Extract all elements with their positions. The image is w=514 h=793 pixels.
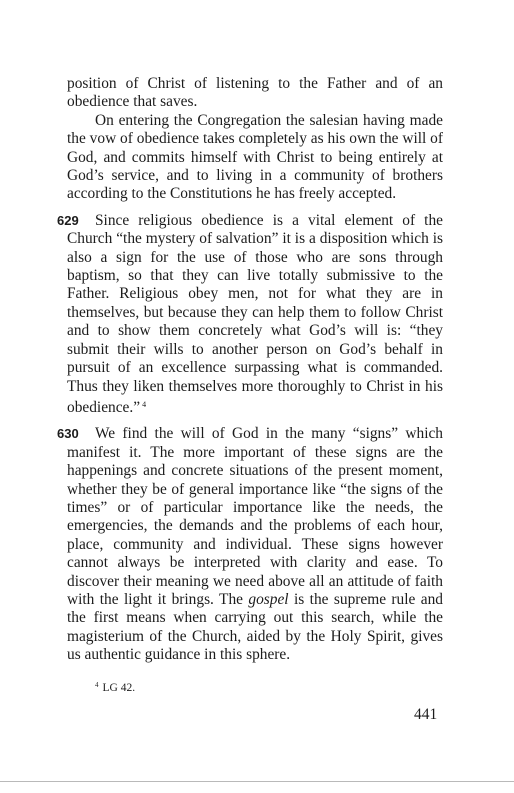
footnote-marker: 4 (95, 681, 99, 689)
paragraph-630 (57, 425, 443, 664)
paragraph-number-629: 629 (57, 212, 79, 228)
gospel-emphasis: gospel (248, 590, 289, 608)
paragraph-629 (57, 211, 443, 417)
footnote-text: LG 42. (102, 682, 136, 694)
page-number: 441 (414, 706, 438, 723)
body-text (57, 75, 443, 665)
paragraph-630-text-a: We find the will of God in the many “signs” which manifest it. The more important of these signs are the happenings and concrete situations of the present moment, whether they be of general importance like “the signs of the times” or of particular importance like the needs, the emergencies, the demands and the problems of each hour, place, community and individual. These signs however cannot always be interpreted with clarity and ease. To discover their meaning we need above all an attitude of faith with the light it brings. The (67, 425, 443, 608)
paragraph-629-text: Since religious obedience is a vital element of the Church “the mystery of salvation” it is a disposition which is also a sign for the use of those who are sons through baptism, so that they can live totally submissive to the Father. Religious obey men, not for what they are in themselves, but because they can help them to follow Christ and to show them concretely what God’s will is: “they submit their wills to another person on God’s behalf in pursuit of an excellence surpassing what is commanded. Thus they liken themselves more thoroughly to Christ in his obedience.” (67, 211, 443, 416)
footnote-reference: 4 (142, 399, 147, 409)
paragraph-continuation: position of Christ of listening to the Father and of an obedience that saves. (67, 75, 443, 111)
bottom-edge-line (0, 781, 514, 782)
footnote (95, 681, 135, 694)
paragraph-630-text-b: is the supreme rule and the first means when carrying out this search, while the magisterium of the Church, aided by the Holy Spirit, gives us authentic guidance in this sphere. (67, 590, 443, 664)
paragraph-number-630: 630 (57, 426, 79, 442)
paragraph-profession: On entering the Congregation the salesian having made the vow of obedience takes completely as his own the will of God, and commits himself with Christ to being entirely at God’s service, and to living in a community of brothers according to the Constitutions he has freely accepted. (67, 111, 443, 203)
